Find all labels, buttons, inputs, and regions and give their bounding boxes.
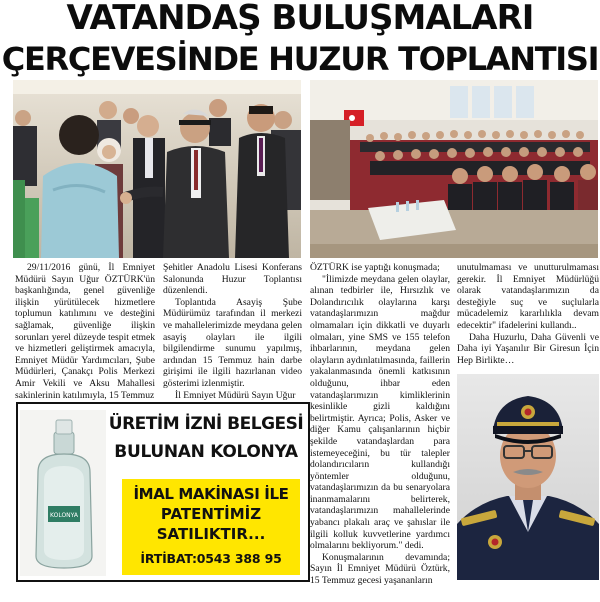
ad-contact-phone: İRTİBAT:0543 388 95	[140, 551, 282, 566]
ad-box-line-3: SATILIKTIR...	[156, 525, 266, 543]
column-2-paragraph-3: İl Emniyet Müdürü Sayın Uğur	[175, 389, 296, 401]
photo-handshake	[13, 80, 301, 258]
column-3-paragraph-2: "İlimizde meydana gelen olaylar, alınan tedbirler ile, Hırsızlık ve Dolandırıcılık olaylarına karşı vatandaşlarımızın mağdur olmamaları için dikkatli ve duyarlı olmaları, yine SMS ve 155 telefon ihbarlarının, meydana gelen olayların aydınlatılmasında, faillerin yakalanmasında önemli katkısının olduğunu, ihbar eden vatandaşlarımızın kimliklerinin kesinlikle gizli kaldığını belirtmiştir. Ayrıca; Polis, Asker ve diğer Kamu çalışanlarının hiçbir şekilde vatandaşlardan para istemeyeceğini, bu tür talepler dolandırıcıların kullandığı yöntemler olduğunu, vatandaşlarımızın da bu senaryolara inanmamalarını belirterek, vatandaşlarımızın mahallelerinde yabancı plakalı araç ve şahıslar ile ilgili kolluk kuvvetlerine yardımcı olmalarını bekliyorum." dedi.	[310, 273, 450, 552]
ad-box-line-1: İMAL MAKİNASI İLE	[133, 485, 289, 503]
column-4-paragraph-2: Daha Huzurlu, Daha Güvenli ve Daha iyi Yaşanılır Bir Giresun İçin Hep Birlikte…	[457, 331, 599, 366]
ad-headline-line-1: ÜRETİM İZNİ BELGESİ	[108, 414, 304, 434]
kolonya-bottle-image	[20, 410, 106, 576]
column-1-paragraph: 29/11/2016 günü, İl Emniyet Müdürü Sayın Uğur ÖZTÜRK'ün başkanlığında, genel güvenliğe ilişkin yürütülecek hizmetlere toplumun katılımını ve desteğini sağlamak, güvenliğe ilişkin sorunları yerel düzeyde tespit etmek ve hizmetleri geliştirmek amacıyla, Emniyet Müdür Yardımcıları, Şube Müdürleri, Çanakçı Polis Merkezi Amir Vekili ve Aksu Mahallesi sakinlerinin katılımıyla, 15 Temmuz	[15, 262, 155, 401]
ad-highlight-box	[122, 479, 300, 575]
article-column-3	[310, 262, 450, 587]
column-4-paragraph-1: unutulmaması ve unutturulmaması gerekir. İl Emniyet Müdürlüğü olarak vatandaşlarımızın da desteğiyle suç ve suçlularla mücadelemiz kararlılıkla devam edecektir" ifadelerini kullandı..	[457, 262, 599, 331]
headline-line-1: VATANDAŞ BULUŞMALARI	[66, 0, 534, 38]
photo-police-director	[457, 374, 599, 580]
bottle-label-text: KOLONYA	[50, 512, 78, 519]
column-3-paragraph-3: Konuşmalarının devamında; Sayın İl Emniyet Müdürü Öztürk, 15 Temmuz gecesi yaşananların	[310, 551, 450, 587]
article-column-2	[163, 262, 302, 401]
photo-audience	[310, 80, 598, 258]
column-2-paragraph-1: Şehitler Anadolu Lisesi Konferans Salonunda Huzur Toplantısı düzenlendi.	[163, 262, 302, 297]
column-3-paragraph-1: ÖZTÜRK ise yaptığı konuşmada;	[310, 262, 440, 273]
kolonya-advertisement	[16, 402, 310, 582]
article-column-1	[15, 262, 155, 401]
ad-box-line-2: PATENTİMİZ	[160, 505, 262, 523]
headline-line-2: ÇERÇEVESİNDE HUZUR TOPLANTISI	[1, 40, 599, 78]
ad-headline-line-2: BULUNAN KOLONYA	[114, 442, 298, 462]
column-2-paragraph-2: Toplantıda Asayiş Şube Müdürümüz tarafından il merkezi ve mahallelerimizde meydana gelen asayiş olayları ile ilgili bilgilendirme sunumu yapılmış, ardından 15 Temmuz hain darbe girişimi ile ilgili hazırlanan video gösterimi izlenmiştir.	[163, 296, 302, 389]
article-column-4	[457, 262, 599, 366]
